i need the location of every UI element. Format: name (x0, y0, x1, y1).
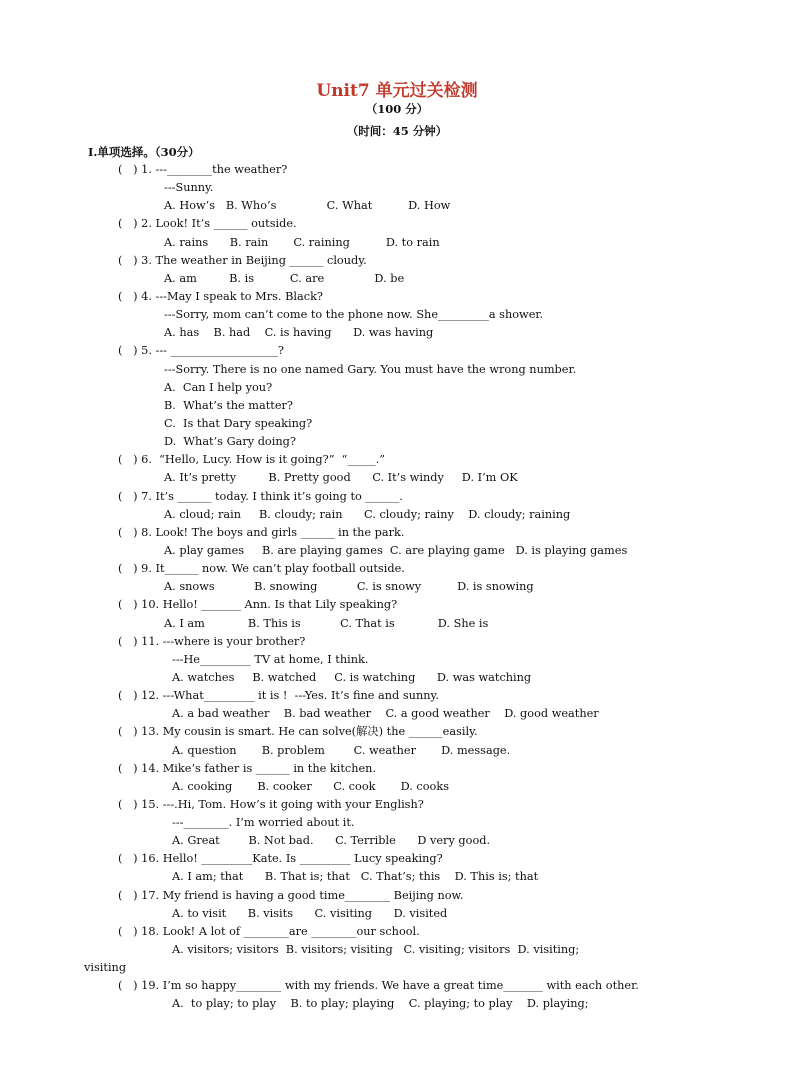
question-option-line: A. I am; that B. That is; that C. That’s; this D. This is; that (172, 870, 539, 884)
question-stem: ( ) 12. ---What_________ it is ! ---Yes. It’s fine and sunny. (118, 689, 439, 703)
question-option-line: A. visitors; visitors B. visitors; visiting C. visiting; visitors D. visiting; (172, 943, 580, 957)
question-option-line: A. How’s B. Who’s C. What D. How (164, 199, 451, 213)
total-score: （100 分） (365, 102, 429, 116)
question-stem: ( ) 5. --- ___________________? (118, 344, 284, 358)
question-stem: ( ) 15. ---.Hi, Tom. How’s it going with your English? (118, 797, 424, 811)
question-option-line: ---________. I’m worried about it. (172, 816, 355, 830)
question-stem: ( ) 19. I’m so happy________ with my friends. We have a great time_______ with each other. (118, 979, 639, 993)
question-option-line: A. question B. problem C. weather D. message. (172, 743, 511, 757)
question-stem: ( ) 16. Hello! _________Kate. Is _________ Lucy speaking? (118, 852, 443, 866)
question-stem: ( ) 4. ---May I speak to Mrs. Black? (118, 289, 323, 303)
question-option-line: A. play games B. are playing games C. are playing game D. is playing games (164, 543, 628, 557)
question-option-line: A. I am B. This is C. That is D. She is (164, 616, 489, 630)
question-stem: ( ) 14. Mike’s father is ______ in the kitchen. (118, 761, 377, 775)
question-stem: ( ) 10. Hello! _______ Ann. Is that Lily speaking? (118, 598, 398, 612)
question-option-line: A. a bad weather B. bad weather C. a good weather D. good weather (172, 707, 599, 721)
question-option-line: A. It’s pretty B. Pretty good C. It’s windy D. I’m OK (164, 471, 518, 485)
question-option-line: A. am B. is C. are D. be (164, 271, 405, 285)
question-option-line: A. cloud; rain B. cloudy; rain C. cloudy; rainy D. cloudy; raining (164, 507, 571, 521)
question-stem: ( ) 11. ---where is your brother? (118, 634, 306, 648)
question-stem: ( ) 18. Look! A lot of ________are ________our school. (118, 924, 420, 938)
page-title: Unit7 单元过关检测 (316, 81, 478, 101)
question-stem: ( ) 8. Look! The boys and girls ______ in the park. (118, 525, 405, 539)
question-option-line: ---He_________ TV at home, I think. (172, 652, 369, 666)
question-stem: ( ) 9. It______ now. We can’t play football outside. (118, 562, 405, 576)
question-option-line: C. Is that Dary speaking? (164, 416, 313, 430)
question-option-line: ---Sunny. (164, 181, 214, 195)
question-stem: ( ) 1. ---________the weather? (118, 163, 288, 176)
question-option-line: visiting (84, 961, 127, 975)
question-option-line: A. cooking B. cooker C. cook D. cooks (172, 779, 450, 793)
question-option-line: A. rains B. rain C. raining D. to rain (164, 235, 440, 249)
question-stem: ( ) 17. My friend is having a good time________ Beijing now. (118, 888, 464, 902)
question-option-line: ---Sorry. There is no one named Gary. You must have the wrong number. (164, 362, 577, 376)
time-limit: （时间：45 分钟） (346, 124, 448, 138)
question-option-line: A. Can I help you? (164, 380, 273, 394)
question-option-line: A. has B. had C. is having D. was having (164, 326, 434, 340)
question-stem: ( ) 3. The weather in Beijing ______ cloudy. (118, 253, 367, 267)
question-stem: ( ) 6. “Hello, Lucy. How is it going?” “_____.” (118, 453, 386, 467)
question-option-line: A. Great B. Not bad. C. Terrible D very good. (172, 834, 491, 848)
question-option-line: A. watches B. watched C. is watching D. was watching (172, 670, 532, 684)
section-heading: I.单项选择。（30分） (88, 145, 200, 159)
question-stem: ( ) 2. Look! It’s ______ outside. (118, 217, 297, 231)
question-list (0, 161, 794, 1014)
question-option-line: A. to visit B. visits C. visiting D. visited (172, 906, 448, 920)
question-option-line: B. What’s the matter? (164, 398, 293, 412)
question-option-line: ---Sorry, mom can’t come to the phone now. She_________a shower. (164, 308, 544, 322)
question-stem: ( ) 13. My cousin is smart. He can solve(解决) the ______easily. (118, 725, 478, 739)
question-option-line: D. What’s Gary doing? (164, 435, 296, 449)
question-stem: ( ) 7. It’s ______ today. I think it’s going to ______. (118, 489, 403, 503)
question-option-line: A. to play; to play B. to play; playing C. playing; to play D. playing; (172, 997, 589, 1011)
question-option-line: A. snows B. snowing C. is snowy D. is snowing (164, 580, 534, 594)
